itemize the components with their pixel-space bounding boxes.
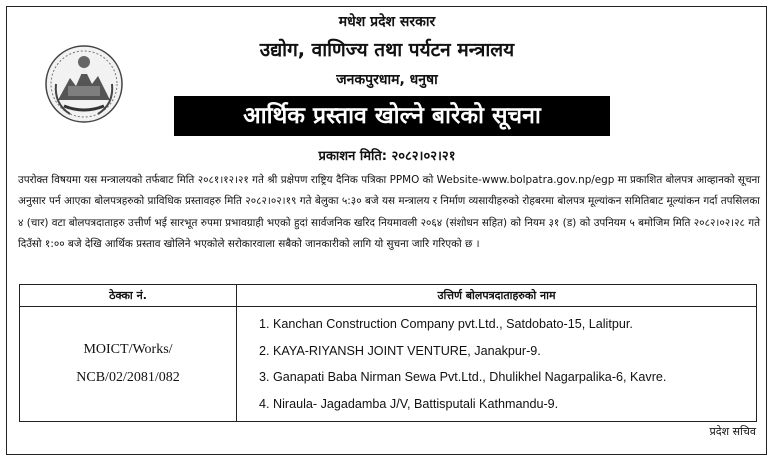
bidders-table xyxy=(19,284,757,422)
contract-no-header: ठेक्का नं. xyxy=(20,285,237,307)
ministry-name: उद्योग, वाणिज्य तथा पर्यटन मन्त्रालय xyxy=(259,39,515,61)
office-location: जनकपुरधाम, धनुषा xyxy=(336,72,438,88)
contract-number-line: MOICT/Works/ xyxy=(83,342,173,357)
government-name: मधेश प्रदेश सरकार xyxy=(338,14,436,30)
publication-date: प्रकाशन मिति: २०८२।०२।२१ xyxy=(318,149,456,164)
bidders-header: उत्तिर्ण बोलपत्रदाताहरुको नाम xyxy=(237,285,757,307)
list-item: 3. Ganapati Baba Nirman Sewa Pvt.Ltd., Dhulikhel Nagarpalika-6, Kavre. xyxy=(259,370,667,384)
table-header-row xyxy=(20,285,757,307)
contract-number-line: NCB/02/2081/082 xyxy=(76,370,180,385)
table-row xyxy=(20,307,757,422)
notice-title: आर्थिक प्रस्ताव खोल्ने बारेको सूचना xyxy=(174,96,610,136)
list-item: 4. Niraula- Jagadamba J/V, Battisputali Kathmandu-9. xyxy=(259,396,559,411)
notice-body: उपरोक्त विषयमा यस मन्त्रालयको तर्फबाट मिति २०८१।१२।२१ गते श्री प्रक्षेपण राष्ट्रिय दैनिक पत्रिका PPMO को Website-www.bolpatra.gov.np/egp मा प्रकाशित बोलपत्र आव्हानको सूचना अनुसार पर्न आएका बोलपत्रहरुको प्राविधिक प्रस्तावहरु मिति २०८२।०२।१९ गते बेलुका ५:३० बजे यस मन्त्रालय र निर्माण व्यसायीहरुको रोहबरमा बोलपत्र मूल्यांकन समितिबाट मूल्यांकन गर्दा तपसिलका ४ (चार) वटा बोलपत्रदाताहरु उत्तीर्ण भई सारभूत रुपमा प्रभावग्राही भएको हुदां सार्वजनिक खरिद नियमावली २०६४ (संशोधन सहित) को नियम ३१ (ड) को उपनियम ५ बमोजिम मिति २०८२।०२।२८ गते दिउँसो १:०० बजे देखि आर्थिक प्रस्ताव खोलिने भएकोले सरोकारवाला सबैको जानकारीको लागि यो सुचना जारि गरिएको छ । xyxy=(18,174,761,251)
list-item: 1. Kanchan Construction Company pvt.Ltd., Satdobato-15, Lalitpur. xyxy=(259,317,633,331)
signatory: प्रदेश सचिव xyxy=(709,425,756,438)
list-item: 2. KAYA-RIYANSH JOINT VENTURE, Janakpur-9. xyxy=(259,343,541,358)
contract-number xyxy=(20,307,237,422)
bidder-list xyxy=(237,307,757,422)
